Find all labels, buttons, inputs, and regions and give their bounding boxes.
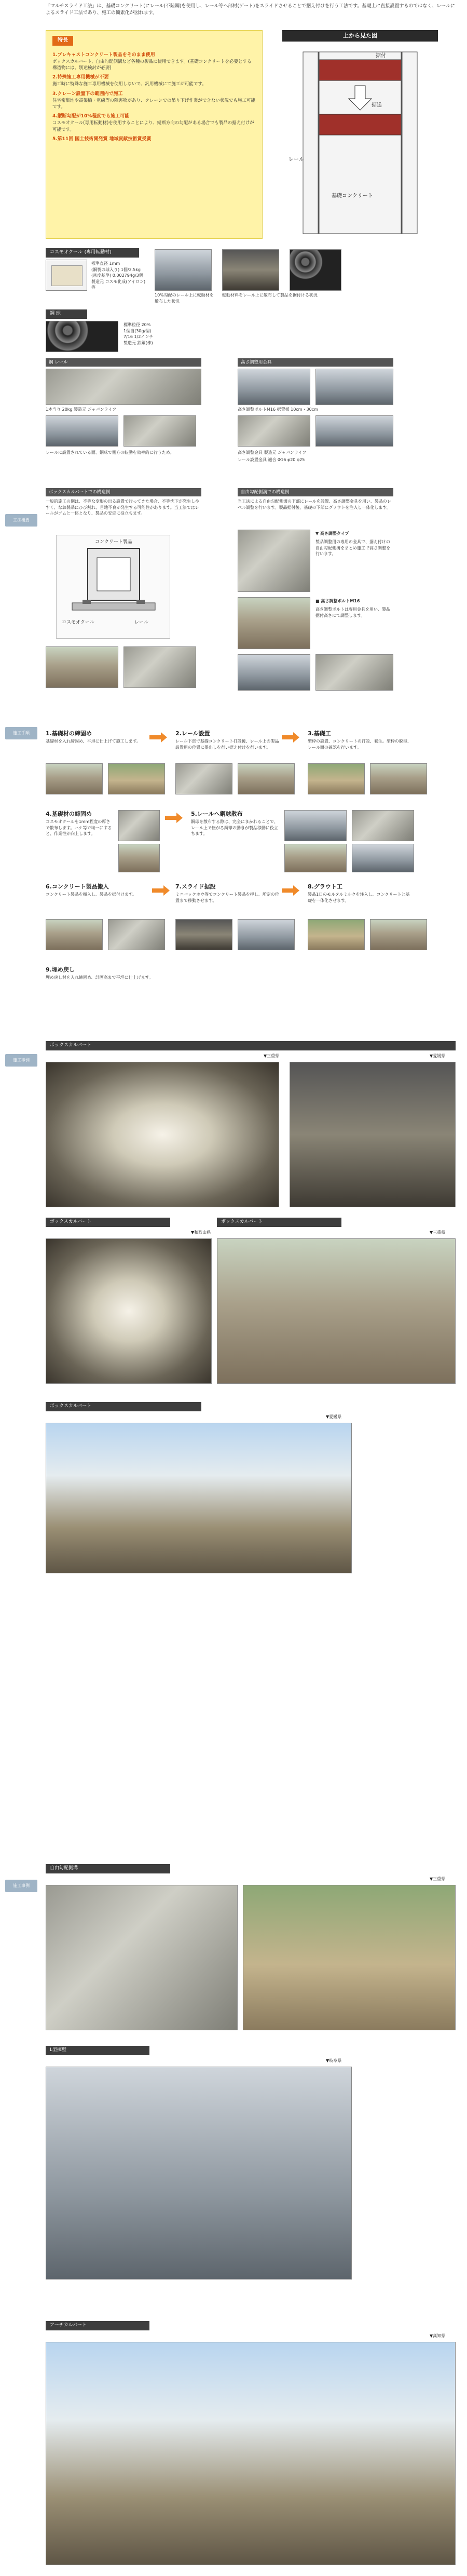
steel-ball-photo bbox=[46, 321, 118, 352]
arrow-right-icon bbox=[282, 885, 299, 896]
case-arch-photo bbox=[46, 2342, 456, 2565]
features-box bbox=[46, 30, 263, 239]
arrow-right-icon bbox=[282, 732, 299, 743]
feature-item-1: 1.プレキャストコンクリート製品をそのまま使用 ボックスカルバート、自由勾配側溝など各種の製品に使用できます。(基礎コンクリートを必要とする構造物には、別途検討が必要) bbox=[52, 52, 252, 71]
case-loc-5: ▼愛媛県 bbox=[326, 1414, 342, 1419]
step-7-text: ミニバックホウ等でコンクリート製品を押し、所定の位置まで移動させます。 bbox=[175, 892, 279, 903]
diagram-label-rail: レール bbox=[134, 620, 148, 625]
step-2-photo-1 bbox=[175, 763, 232, 794]
arrow-right-icon bbox=[165, 813, 183, 823]
adj-caption-2: 高さ調整金具 製造元 ジャパンライフ bbox=[238, 450, 307, 455]
arrow-right-icon bbox=[152, 885, 170, 896]
cosmo-head: コスモオクール bbox=[50, 250, 83, 255]
box-structure-photo-1 bbox=[46, 646, 118, 688]
step-8-text: 製品1日のモルタルミルクを注入し、コンクリートと基礎を一体化させます。 bbox=[308, 892, 410, 903]
case-free-head: 自由勾配側溝 bbox=[46, 1864, 170, 1873]
adj-photo-2 bbox=[315, 369, 393, 405]
free-structure-photo-2 bbox=[238, 597, 310, 649]
feature-item-3: 3.クレーン設置下の範囲内で施工 住宅密集地や高架橋・電線等の障害物があり、クレーンでの吊り下げ作業ができない状況でも施工可能です。 bbox=[52, 91, 255, 110]
rail-spec: 1本当り 20kg 製造元 ジャパンライフ bbox=[46, 407, 116, 412]
case-loc-3: ▼和歌山県 bbox=[191, 1230, 211, 1235]
rail-photo-3 bbox=[123, 415, 196, 447]
step-3-text: 型枠の設置、コンクリートの打設、養生。型枠の脱型、レール面の確認を行います。 bbox=[308, 739, 411, 750]
cosmo-caption-1: 10%勾配のレール上に転動材を散布した状況 bbox=[155, 293, 214, 304]
free-structure-photo-4 bbox=[315, 654, 393, 691]
step-7-photo-2 bbox=[238, 919, 295, 950]
case-loc-2: ▼愛媛県 bbox=[430, 1054, 446, 1058]
left-gutter bbox=[0, 0, 46, 2576]
cosmo-photo-1 bbox=[155, 249, 212, 291]
adj-head: 高さ調整用金具 bbox=[238, 358, 393, 367]
case-box-head: ボックスカルバート bbox=[46, 1041, 456, 1050]
case-box-photo-4 bbox=[217, 1238, 456, 1384]
rail-photo-2 bbox=[46, 415, 118, 447]
cosmo-caption-2: 転動材料をレール上に散布して製品を据付ける状況 bbox=[222, 293, 318, 298]
step-1-photo-2 bbox=[108, 763, 165, 794]
moving-block bbox=[319, 114, 402, 135]
step-9-text: 埋め戻し材を入れ締固め、計画高まで平坦に仕上げます。 bbox=[46, 975, 154, 980]
features-badge: 特長 bbox=[52, 36, 73, 46]
adj-photo-1 bbox=[238, 369, 310, 405]
arrow-right-icon bbox=[149, 732, 167, 743]
intro-text: 「マルチスライド工法」は、基礎コンクリート(にレール(不陸鋼)を使用し、レール等へ部材(ゲート)をスライドさせることで据え付けを行う工法です。基礎上に直接設置するのではなく、レールによるスライド工法であり、施工の簡素化が図れます。 bbox=[46, 4, 456, 16]
box-structure-photo-2 bbox=[123, 646, 196, 688]
free-structure-photo-1 bbox=[238, 530, 310, 592]
case-free-photo-2 bbox=[243, 1885, 456, 2030]
free-structure-text: 当工法による自由勾配側溝の下部にレールを設置、高さ調整金具を用い、製品のレベル調整を行います。製品据付後、基礎の下部にグラウトを注入し一体化します。 bbox=[238, 499, 391, 510]
steel-ball-spec: 標準粒径 20% 1個当(30g/個) 7/16 1/2インチ 製造元 鉄鋼(株) bbox=[123, 322, 154, 345]
step-3-photo-2 bbox=[370, 763, 427, 794]
adj-caption-1: 高さ調整ボルトM16 据置板 10cm・30cm bbox=[238, 407, 318, 412]
step-5-photo-2 bbox=[352, 810, 414, 841]
cosmo-sub: (専用転動材) bbox=[84, 250, 112, 255]
top-view-diagram bbox=[282, 30, 438, 239]
case-loc-6: ▼三重県 bbox=[430, 1877, 446, 1881]
label-rail: レール bbox=[289, 157, 304, 163]
label-base: 基礎コンクリート bbox=[332, 193, 373, 199]
box-cross-section bbox=[56, 535, 170, 639]
case-loc-7: ▼岐阜県 bbox=[326, 2058, 342, 2063]
step-8-title: 8.グラウト工 bbox=[308, 883, 342, 890]
step-5-photo-3 bbox=[284, 844, 347, 872]
diagram-label-cosmo: コスモオクール bbox=[62, 620, 94, 625]
feature-item-4: 4.縦断勾配が10%程度でも施工可能 コスモオクール(専用転動材)を使用することにより、縦断方向の勾配がある場合でも製品の据え付けが可能です。 bbox=[52, 114, 254, 132]
step-5-title: 5.レールへ鋼球散布 bbox=[191, 811, 243, 817]
step-4-text: コスモオクールを1mm程度の厚さで散布します。ハケ等で均一にすると、作業性が向上します。 bbox=[46, 819, 112, 837]
case-free-photo-1 bbox=[46, 1885, 238, 2030]
case-box-photo-3 bbox=[46, 1238, 212, 1384]
step-5-photo-1 bbox=[284, 810, 347, 841]
step-1-photo-1 bbox=[46, 763, 103, 794]
case-box-photo-2 bbox=[290, 1062, 456, 1207]
case-loc-8: ▼高知県 bbox=[430, 2334, 446, 2338]
cosmo-photo-2 bbox=[222, 249, 279, 291]
step-4-photo-2 bbox=[118, 844, 160, 872]
diagram-label-product: コンクリート製品 bbox=[95, 540, 132, 545]
feature-item-5: 5.第11回 国土技術開発賞 地域貢献技術賞受賞 bbox=[52, 136, 152, 142]
step-2-photo-2 bbox=[238, 763, 295, 794]
step-1-text: 基礎材を入れ締固め、平坦に仕上げて施工します。 bbox=[46, 739, 141, 744]
step-4-photo-1 bbox=[118, 810, 160, 841]
case-arch-head: アーチカルバート bbox=[46, 2321, 149, 2330]
step-7-title: 7.スライド据設 bbox=[175, 883, 216, 890]
rail-caption-2: レール設置金具 適合 Φ16 φ20 φ25 bbox=[238, 457, 305, 462]
step-4-title: 4.基礎材の締固め bbox=[46, 811, 92, 817]
steel-ball-head: 鋼 球 bbox=[46, 309, 87, 319]
case-l-photo bbox=[46, 2067, 352, 2280]
box-structure-text: 一般的施工の例は、不等な変形の出る設置で行ってきた場合、不等沈下が発生しやすく、なお製品にひび割れ、目地不良が発生する可能性があります。当工法ではレールがゴムと一体となり、製品の安定に役立ちます。 bbox=[46, 499, 199, 516]
feature-item-2: 2.特殊施工専用機械が不要 施工時に特殊な施工専用機械を使用しないで、汎用機械にて施工が可能です。 bbox=[52, 75, 207, 87]
step-6-title: 6.コンクリート製品搬入 bbox=[46, 883, 109, 890]
step-3-title: 3.基礎工 bbox=[308, 730, 331, 737]
top-view-title: 上から見た図 bbox=[282, 30, 438, 42]
installed-block bbox=[319, 60, 402, 80]
adj-bolt-label: ■ 高さ調整ボルトM16 bbox=[315, 599, 360, 603]
box-structure-head: ボックスカルバートでの構造例 bbox=[46, 488, 201, 496]
step-8-photo-2 bbox=[370, 919, 427, 950]
step-2-text: レール下部で基礎コンクリート打設後、レール上の製品設置用の位置に墨出しを行い据え付けを行います。 bbox=[175, 739, 279, 750]
case-loc-4: ▼三重県 bbox=[430, 1230, 446, 1235]
step-8-photo-1 bbox=[308, 919, 365, 950]
cosmo-photo-3 bbox=[290, 249, 341, 291]
label-moving: 据送 bbox=[372, 102, 382, 108]
free-structure-head: 自由勾配側溝での構造例 bbox=[238, 488, 393, 496]
case-box-photo-1 bbox=[46, 1062, 279, 1207]
free-structure-photo-3 bbox=[238, 654, 310, 691]
case-box-head-4: ボックスカルバート bbox=[46, 1402, 201, 1411]
case-box-head-3: ボックスカルバート bbox=[217, 1218, 341, 1227]
rail-caption: レールに設置されている面、鋼球で側方の転動を効率的に行うため。 bbox=[46, 450, 174, 455]
case-loc-1: ▼三重県 bbox=[264, 1054, 280, 1058]
label-installed: 据付 bbox=[376, 53, 386, 59]
step-5-photo-4 bbox=[352, 844, 414, 872]
step-5-text: 鋼球を散布する際は、完全にまかれることで、レール上で転がる鋼球の動きが製品移動に役立ちます。 bbox=[191, 819, 278, 837]
adj-photo-3 bbox=[238, 415, 310, 447]
step-3-photo-1 bbox=[308, 763, 365, 794]
step-1-title: 1.基礎材の締固め bbox=[46, 730, 92, 737]
cosmo-spec: 標準直径 1mm (鋼製の球入り) 1個/2.5kg (密度基準) 0.002794g/3個 製造元 コスモ化成(アイロン)等 bbox=[91, 261, 146, 290]
section-tag-cases: 施工事例 bbox=[5, 1054, 37, 1067]
case-l-head: L型擁壁 bbox=[46, 2046, 149, 2055]
section-tag-overview: 工法概要 bbox=[5, 514, 37, 527]
step-2-title: 2.レール設置 bbox=[175, 730, 210, 737]
step-6-photo-2 bbox=[108, 919, 165, 950]
cosmo-product-photo bbox=[46, 260, 87, 291]
case-box-head-2: ボックスカルバート bbox=[46, 1218, 170, 1227]
rail-photo bbox=[46, 369, 201, 405]
step-9-title: 9.埋め戻し bbox=[46, 966, 75, 973]
adj-type-label: ▼ 高さ調整タイプ bbox=[315, 531, 349, 536]
case-box-photo-5 bbox=[46, 1423, 352, 1573]
rail-head: 鋼 レール bbox=[46, 358, 201, 367]
section-tag-cases-2: 施工事例 bbox=[5, 1880, 37, 1892]
adj-type-note: 製品調整用の専用の金具で、据え付けの自由勾配側溝をまとめ施工で高さ調整を行います。 bbox=[315, 540, 390, 557]
section-tag-procedure: 施工手順 bbox=[5, 727, 37, 739]
step-6-text: コンクリート製品を搬入し、製品を据付けます。 bbox=[46, 892, 137, 897]
step-7-photo-1 bbox=[175, 919, 232, 950]
adj-bolt-note: 高さ調整ボルトは専用金具を用い、製品据付高さにて調整します。 bbox=[315, 607, 390, 618]
step-6-photo-1 bbox=[46, 919, 103, 950]
top-view-svg bbox=[282, 42, 438, 239]
adj-photo-4 bbox=[315, 415, 393, 447]
